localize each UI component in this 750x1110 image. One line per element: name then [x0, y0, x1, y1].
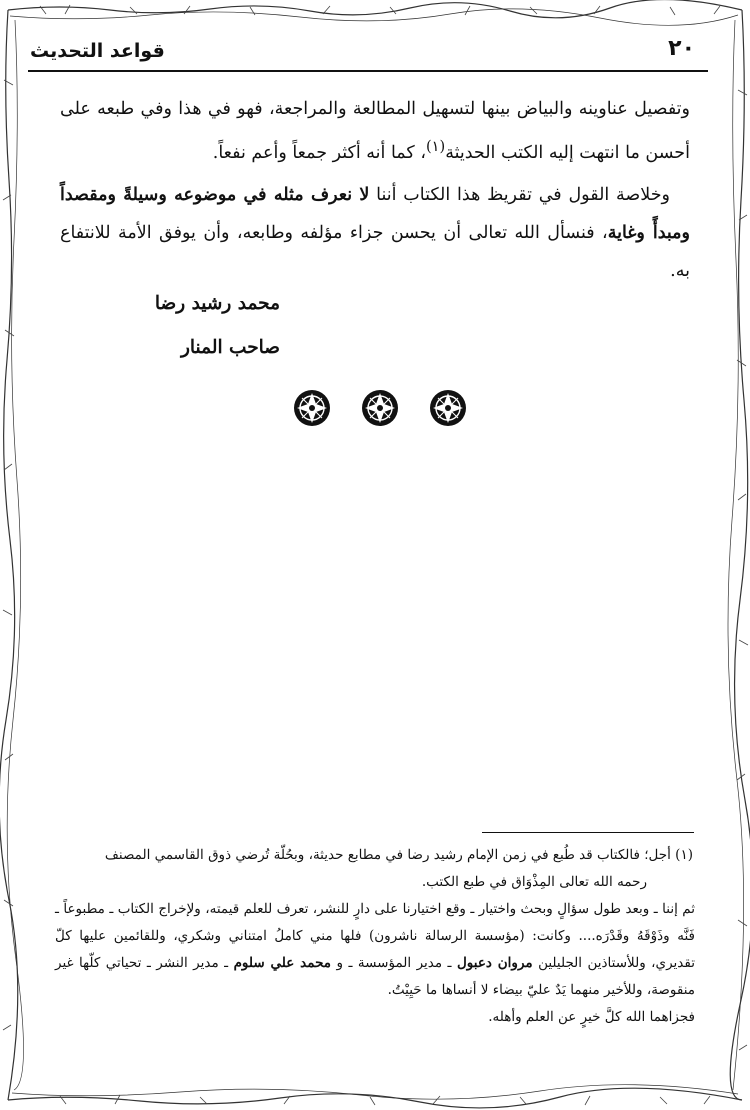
signature-block — [120, 282, 280, 370]
ornament-rosette-icon — [430, 390, 466, 426]
footnote-1 — [55, 842, 695, 869]
note-text: ثم إننا ـ وبعد طول سؤالٍ وبحث واختيار ـ وقع اختيارنا على دارٍ للنشر، تعرف للعلم قيمته، ولإخراج الكتاب ـ مطبوعاً ـ فَنَّه وذَوْقَهُ وقَدْرَه.... وكانت: (مؤسسة الرسالة ناشرون) فلها مني كاملُ امتناني وشكري، وللقائمين عليها كلّ تقديري، وللأستاذين الجليلين — [55, 901, 695, 971]
paragraph — [60, 90, 690, 172]
ornament-rosette-icon — [362, 390, 398, 426]
text-span: ، فنسأل الله تعالى أن يحسن جزاء مؤلفه وطابعه، وأن يوفق الأمة للانتفاع به. — [60, 222, 690, 281]
header-rule — [28, 70, 708, 72]
main-text — [60, 90, 690, 290]
footnote-rule — [482, 832, 694, 833]
publisher-note — [55, 896, 695, 1004]
footnote-text: أجل؛ فالكتاب قد طُبع في زمن الإمام رشيد رضا في مطابع حديثة، وبحُلّة تُرضي ذوق القاسمي المصنف — [104, 847, 671, 863]
ornament-divider — [280, 380, 480, 436]
ornament-rosette-icon — [294, 390, 330, 426]
running-header-title: قواعد التحديث — [30, 40, 165, 62]
note-text: ـ مدير المؤسسة ـ و — [331, 955, 457, 971]
text-line: وتفصيل عناوينه والبياض بينها لتسهيل المطالعة والمراجعة، فهو في هذا وفي طبعه على — [60, 99, 690, 119]
footnote-number: (١) — [675, 847, 693, 863]
author-title: صاحب المنار — [180, 337, 280, 358]
footnote-reference: (١) — [425, 138, 446, 155]
person-name: محمد علي سلوم — [233, 955, 332, 971]
text-line: أحسن ما انتهت إليه الكتب الحديثة — [445, 142, 690, 163]
closing-line: فجزاهما الله كلَّ خيرٍ عن العلم وأهله. — [488, 1009, 695, 1025]
footnote-1-continuation: رحمه الله تعالى المِذْوَاق في طبع الكتب. — [421, 874, 647, 890]
note-text: ـ مدير النشر ـ تحياتي كلّها غير منقوصة، وللأخير منهما يَدٌ عليّ بيضاء لا أنساها ما حَيِيْتُ. — [55, 955, 695, 998]
emphasis-text: لا نعرف مثله في موضوعه وسيلةً ومقصداً ومبدأً وغاية — [60, 184, 690, 243]
author-name: محمد رشيد رضا — [154, 293, 280, 314]
person-name: مروان دعبول — [456, 955, 533, 971]
page-number: ٢٠ — [668, 36, 695, 61]
text-line: ، كما أنه أكثر جمعاً وأعم نفعاً. — [212, 142, 426, 163]
text-span: وخلاصة القول في تقريظ هذا الكتاب أننا — [369, 184, 670, 205]
footnotes — [55, 842, 695, 1031]
paragraph — [60, 176, 690, 290]
